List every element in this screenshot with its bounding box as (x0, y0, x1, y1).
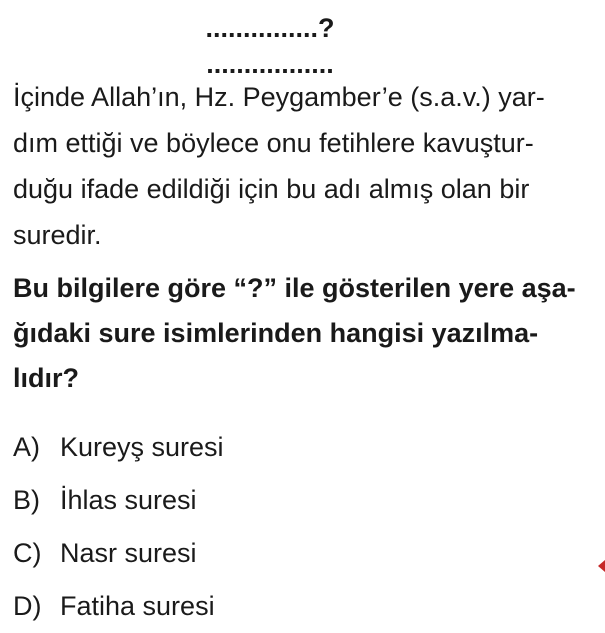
option-letter: C) (13, 538, 42, 568)
option-text: İhlas suresi (60, 485, 197, 515)
option-d[interactable] (13, 580, 224, 633)
option-text: Kureyş suresi (60, 432, 224, 462)
option-b[interactable] (13, 474, 224, 527)
option-text: Fatiha suresi (60, 591, 215, 621)
info-line: suredir. (13, 220, 102, 250)
info-line: dım ettiği ve böylece onu fetihlere kavuştur- (13, 128, 534, 158)
question-line: Bu bilgilere göre “?” ile gösterilen yere aşa- (13, 273, 576, 303)
info-line: duğu ifade edildiği için bu adı almış olan bir (13, 174, 530, 204)
info-paragraph (13, 74, 598, 258)
blank-question-mark: ? (318, 13, 335, 43)
info-line: İçinde Allah’ın, Hz. Peygamber’e (s.a.v.) yar- (13, 82, 545, 112)
option-letter: D) (13, 591, 42, 621)
question-line: lıdır? (13, 363, 79, 393)
option-letter: B) (13, 485, 40, 515)
option-letter: A) (13, 432, 40, 462)
blank-dots-right: ................. (206, 49, 334, 79)
question-stem (13, 266, 598, 401)
red-edge-marker-icon (598, 560, 605, 572)
option-c[interactable] (13, 527, 224, 580)
answer-options (13, 421, 224, 633)
blank-dots-left: ............... (205, 13, 319, 43)
answer-blank (145, 10, 395, 82)
question-line: ğıdaki sure isimlerinden hangisi yazılma- (13, 318, 539, 348)
option-a[interactable] (13, 421, 224, 474)
option-text: Nasr suresi (60, 538, 197, 568)
